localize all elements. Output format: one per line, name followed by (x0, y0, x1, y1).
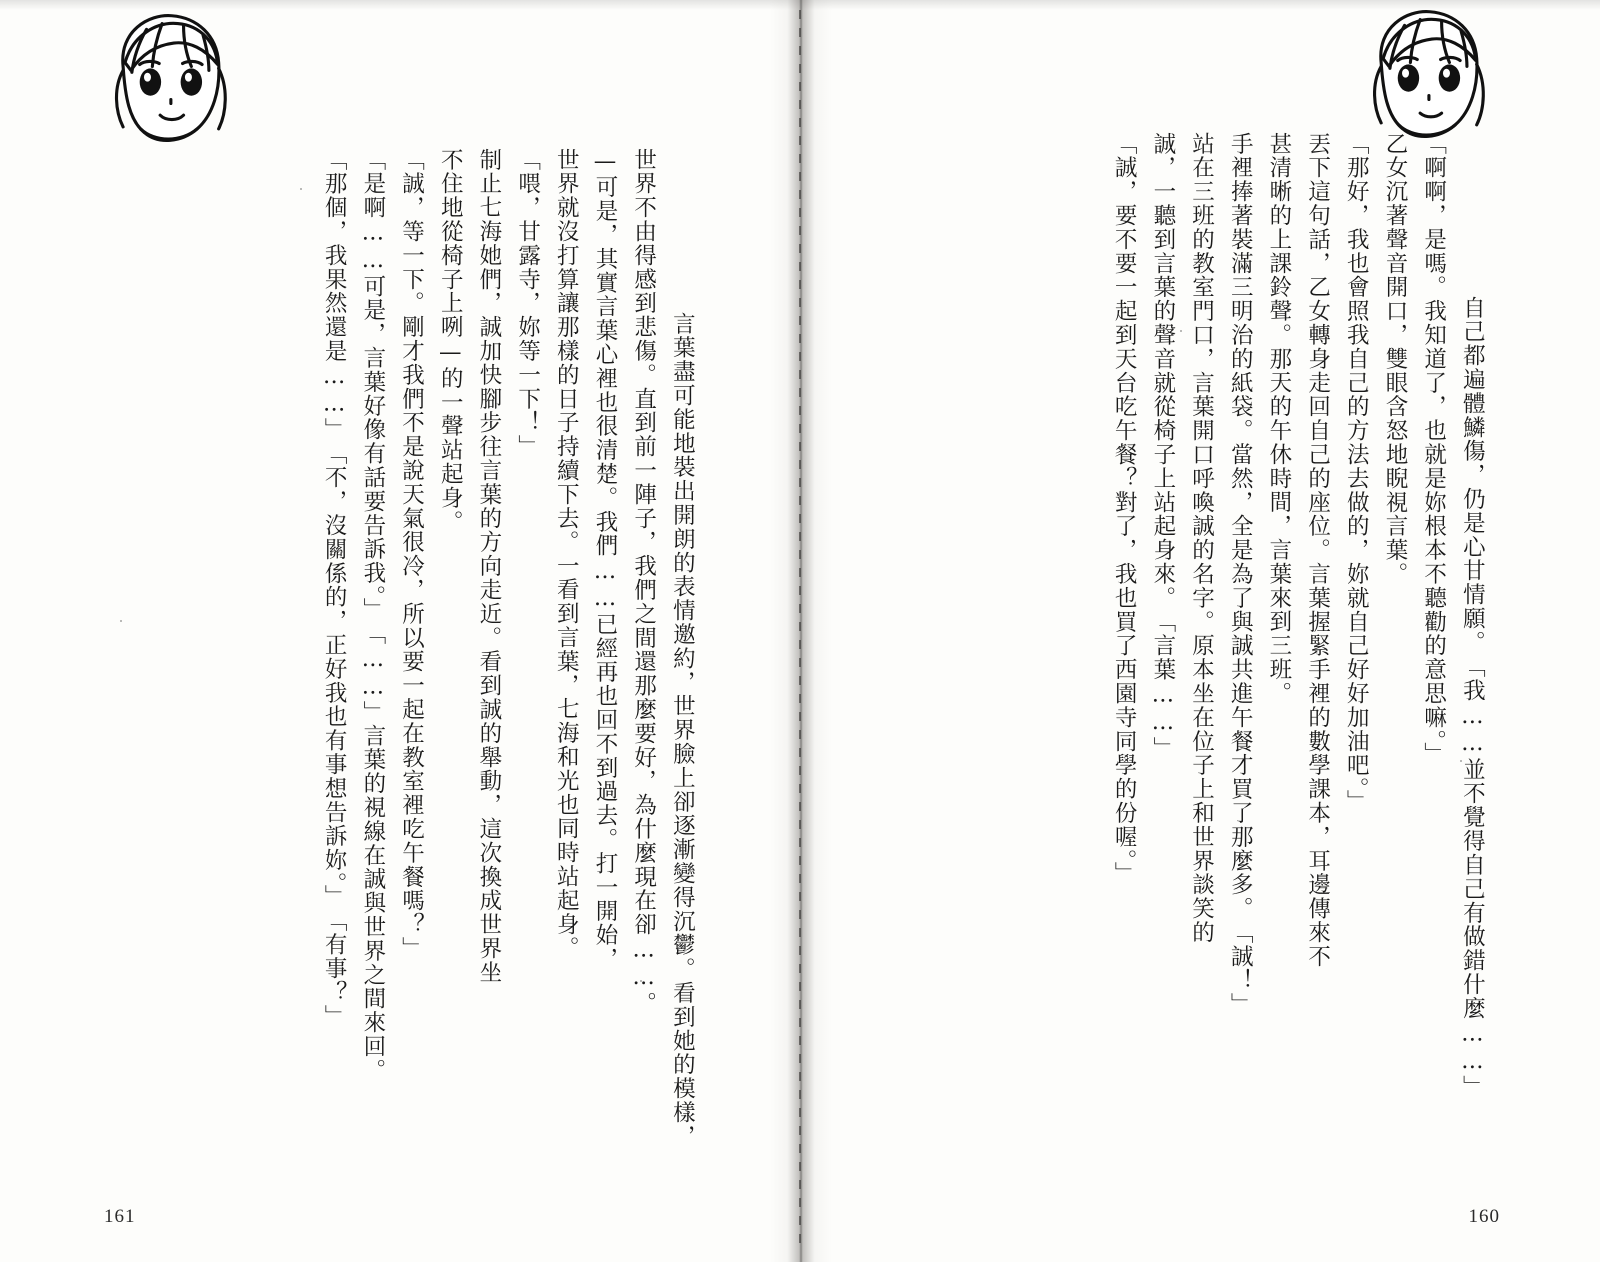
text-column: 一看到言葉，七海和光也同時站起身。 (553, 554, 580, 961)
text-column: 「我……並不覺得自己有做錯什麼……」 (1459, 654, 1486, 1100)
text-column: 「有事？」 (321, 908, 348, 1029)
text-column: 言葉的視線在誠與世界之間來回。 (359, 724, 386, 1083)
right-page (800, 0, 1600, 1262)
text-column: 「誠，要不要一起到天台吃午餐？對了，我也買了西園寺同學的份喔。」 (1111, 132, 1138, 886)
text-column: 世界不由得感到悲傷。直到前一陣子，我們之間還那麼要好，為什麼現在卻……。 (630, 148, 657, 1016)
text-column: 言葉盡可能地裝出開朗的表情邀約，世界臉上卻逐漸變得沉鬱。看到她的模樣， (669, 312, 696, 1149)
right-page-body (1066, 132, 1530, 1147)
text-column: 誠，一聽到言葉的聲音就從椅子上站起身來。 (1149, 132, 1176, 610)
text-column: 甚清晰的上課鈴聲。 (1265, 132, 1292, 348)
text-column: 制止七海她們，誠加快腳步往言葉的方向走近。看到誠的舉動，這次換成世界坐 (475, 148, 502, 985)
text-column: 「那個，我果然還是……」 (321, 148, 348, 442)
page-number-left: 161 (104, 1206, 136, 1227)
text-column: 「喂，甘露寺，妳等一下！」 (514, 148, 541, 459)
text-column: 丟下這句話，乙女轉身走回自己的座位。言葉握緊手裡的數學課本，耳邊傳來不 (1304, 132, 1331, 969)
text-column: 站在三班的教室門口，言葉開口呼喚誠的名字。原本坐在位子上和世界談笑的 (1188, 132, 1215, 945)
text-column: 「……」 (359, 621, 386, 725)
text-column: 不住地從椅子上咧—的一聲站起身。 (437, 148, 464, 534)
text-column: 乙女沉著聲音開口，雙眼含怒地睨視言葉。 (1381, 132, 1408, 587)
text-column: 自己都遍體鱗傷，仍是心甘情願。 (1459, 296, 1486, 655)
text-column: 手裡捧著裝滿三明治的紙袋。當然，全是為了與誠共進午餐才買了那麼多。 (1227, 132, 1254, 921)
text-column: 那天的午休時間，言葉來到三班。 (1265, 347, 1292, 706)
text-column: 「是啊……可是，言葉好像有話要告訴我。」 (359, 148, 386, 622)
left-page-body (276, 148, 740, 1158)
text-column: 「言葉……」 (1149, 610, 1176, 761)
chibi-girl-face-icon (88, 6, 244, 162)
text-column: 「不，沒關係的，正好我也有事想告訴妳。」 (321, 441, 348, 909)
text-column: 「誠！」 (1227, 920, 1254, 1017)
text-column: 「誠，等一下。剛才我們不是說天氣很冷，所以要一起在教室裡吃午餐嗎？」 (398, 148, 425, 961)
text-column: 「那好，我也會照我自己的方法去做的，妳就自己好好加油吧。」 (1343, 132, 1370, 814)
page-number-right: 160 (1468, 1206, 1500, 1227)
text-column: 世界就沒打算讓那樣的日子持續下去。 (553, 148, 580, 555)
text-column: —可是，其實言葉心裡也很清楚。我們……已經再也回不到過去。打一開始， (591, 148, 618, 972)
text-column: 「啊啊，是嗎。我知道了，也就是妳根本不聽勸的意思嘛。」 (1420, 132, 1447, 767)
